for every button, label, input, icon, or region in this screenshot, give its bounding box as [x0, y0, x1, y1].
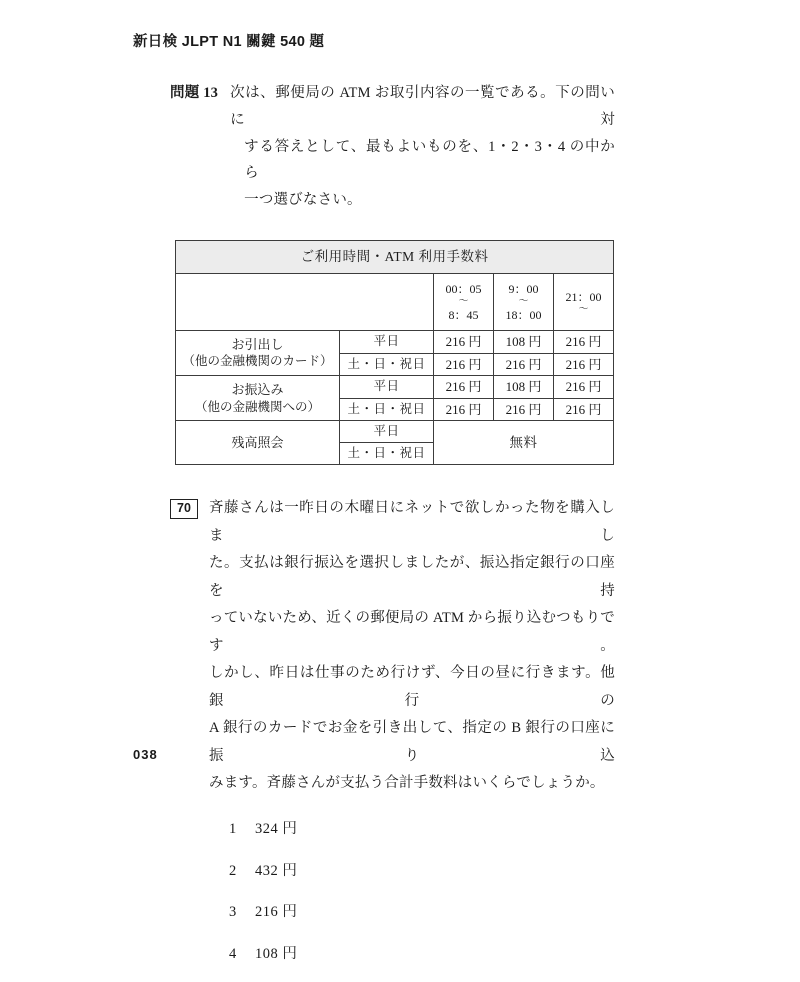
answer-choices — [229, 816, 615, 968]
choice-1[interactable] — [229, 816, 615, 844]
choice-number: 4 — [229, 945, 237, 962]
row-header-main: 残高照会 — [231, 434, 284, 450]
fee-cell: 216 円 — [554, 376, 614, 399]
fee-cell: 216 円 — [554, 353, 614, 376]
question-text-line: A 銀行のカードでお金を引き出して、指定の B 銀行の口座に振り込 — [209, 720, 615, 764]
time-start: 00：05 — [445, 281, 482, 296]
choice-label: 432 円 — [255, 862, 298, 879]
fee-cell: 216 円 — [494, 398, 554, 421]
choice-2[interactable] — [229, 858, 615, 886]
question-text-line: っていないため、近くの郵便局の ATM から振り込むつもりです。 — [209, 610, 615, 654]
time-tilde: 〜 — [518, 296, 529, 308]
day-type-holiday: 土・日・祝日 — [340, 443, 434, 465]
page-number: 038 — [133, 747, 158, 762]
page-content — [170, 80, 615, 982]
row-header-sub: （他の金融機関のカード） — [182, 354, 333, 369]
choice-number: 3 — [229, 904, 237, 921]
time-column-header — [434, 274, 494, 331]
fee-cell: 216 円 — [554, 331, 614, 354]
fee-cell-free: 無料 — [434, 421, 614, 465]
question-text — [209, 495, 615, 982]
time-tilde: 〜 — [578, 304, 589, 316]
day-type-weekday: 平日 — [340, 421, 434, 443]
row-header-withdrawal — [176, 331, 340, 376]
day-type-weekday: 平日 — [340, 331, 434, 354]
fee-table-wrapper — [175, 240, 613, 465]
choice-number: 1 — [229, 821, 237, 838]
question-label: 問題 13 — [170, 85, 219, 101]
question-line: 一つ選びなさい。 — [244, 192, 362, 209]
table-row — [176, 241, 614, 274]
day-type-holiday: 土・日・祝日 — [340, 353, 434, 376]
choice-number: 2 — [229, 862, 237, 879]
fee-cell: 216 円 — [434, 376, 494, 399]
fee-cell: 216 円 — [494, 353, 554, 376]
fee-cell: 108 円 — [494, 376, 554, 399]
time-column-header — [494, 274, 554, 331]
fee-cell: 216 円 — [434, 331, 494, 354]
table-row — [176, 331, 614, 354]
choice-label: 108 円 — [255, 945, 298, 962]
row-header-balance — [176, 421, 340, 465]
row-header-main: お振込み — [231, 381, 284, 397]
fee-cell: 216 円 — [434, 398, 494, 421]
question-text-line: た。支払は銀行振込を選択しましたが、振込指定銀行の口座を持 — [209, 555, 615, 599]
time-start: 9：00 — [508, 281, 539, 296]
question-line: 次は、郵便局の ATM お取引内容の一覧である。下の問いに対 — [230, 85, 615, 128]
question-text-line: みます。斉藤さんが支払う合計手数料はいくらでしょうか。 — [209, 775, 605, 792]
time-column-header — [554, 274, 614, 331]
row-header-transfer — [176, 376, 340, 421]
table-row — [176, 376, 614, 399]
fee-cell: 108 円 — [494, 331, 554, 354]
fee-table — [175, 240, 614, 465]
time-end: 18：00 — [505, 308, 542, 323]
question-number-badge: 70 — [170, 499, 198, 519]
question-text-line: しかし、昨日は仕事のため行けず、今日の昼に行きます。他銀行の — [209, 665, 615, 709]
question-stem — [170, 80, 615, 214]
question-item — [170, 495, 615, 982]
choice-3[interactable] — [229, 899, 615, 927]
table-row — [176, 421, 614, 443]
choice-label: 216 円 — [255, 904, 298, 921]
running-head: 新日検 JLPT N1 關鍵 540 題 — [133, 34, 325, 50]
day-type-holiday: 土・日・祝日 — [340, 398, 434, 421]
fee-cell: 216 円 — [434, 353, 494, 376]
question-line: する答えとして、最もよいものを、1・2・3・4 の中から — [244, 138, 615, 182]
time-end: 8：45 — [448, 308, 479, 323]
table-row — [176, 274, 614, 331]
fee-cell: 216 円 — [554, 398, 614, 421]
question-text-line: 斉藤さんは一昨日の木曜日にネットで欲しかった物を購入しまし — [209, 500, 615, 544]
table-title: ご利用時間・ATM 利用手数料 — [176, 241, 614, 274]
row-header-sub: （他の金融機関への） — [194, 399, 320, 414]
time-tilde: 〜 — [458, 296, 469, 308]
row-header-main: お引出し — [231, 336, 284, 352]
day-type-weekday: 平日 — [340, 376, 434, 399]
choice-label: 324 円 — [255, 821, 298, 838]
choice-4[interactable] — [229, 941, 615, 969]
empty-header-cell — [176, 274, 434, 331]
time-start: 21：00 — [565, 289, 602, 304]
